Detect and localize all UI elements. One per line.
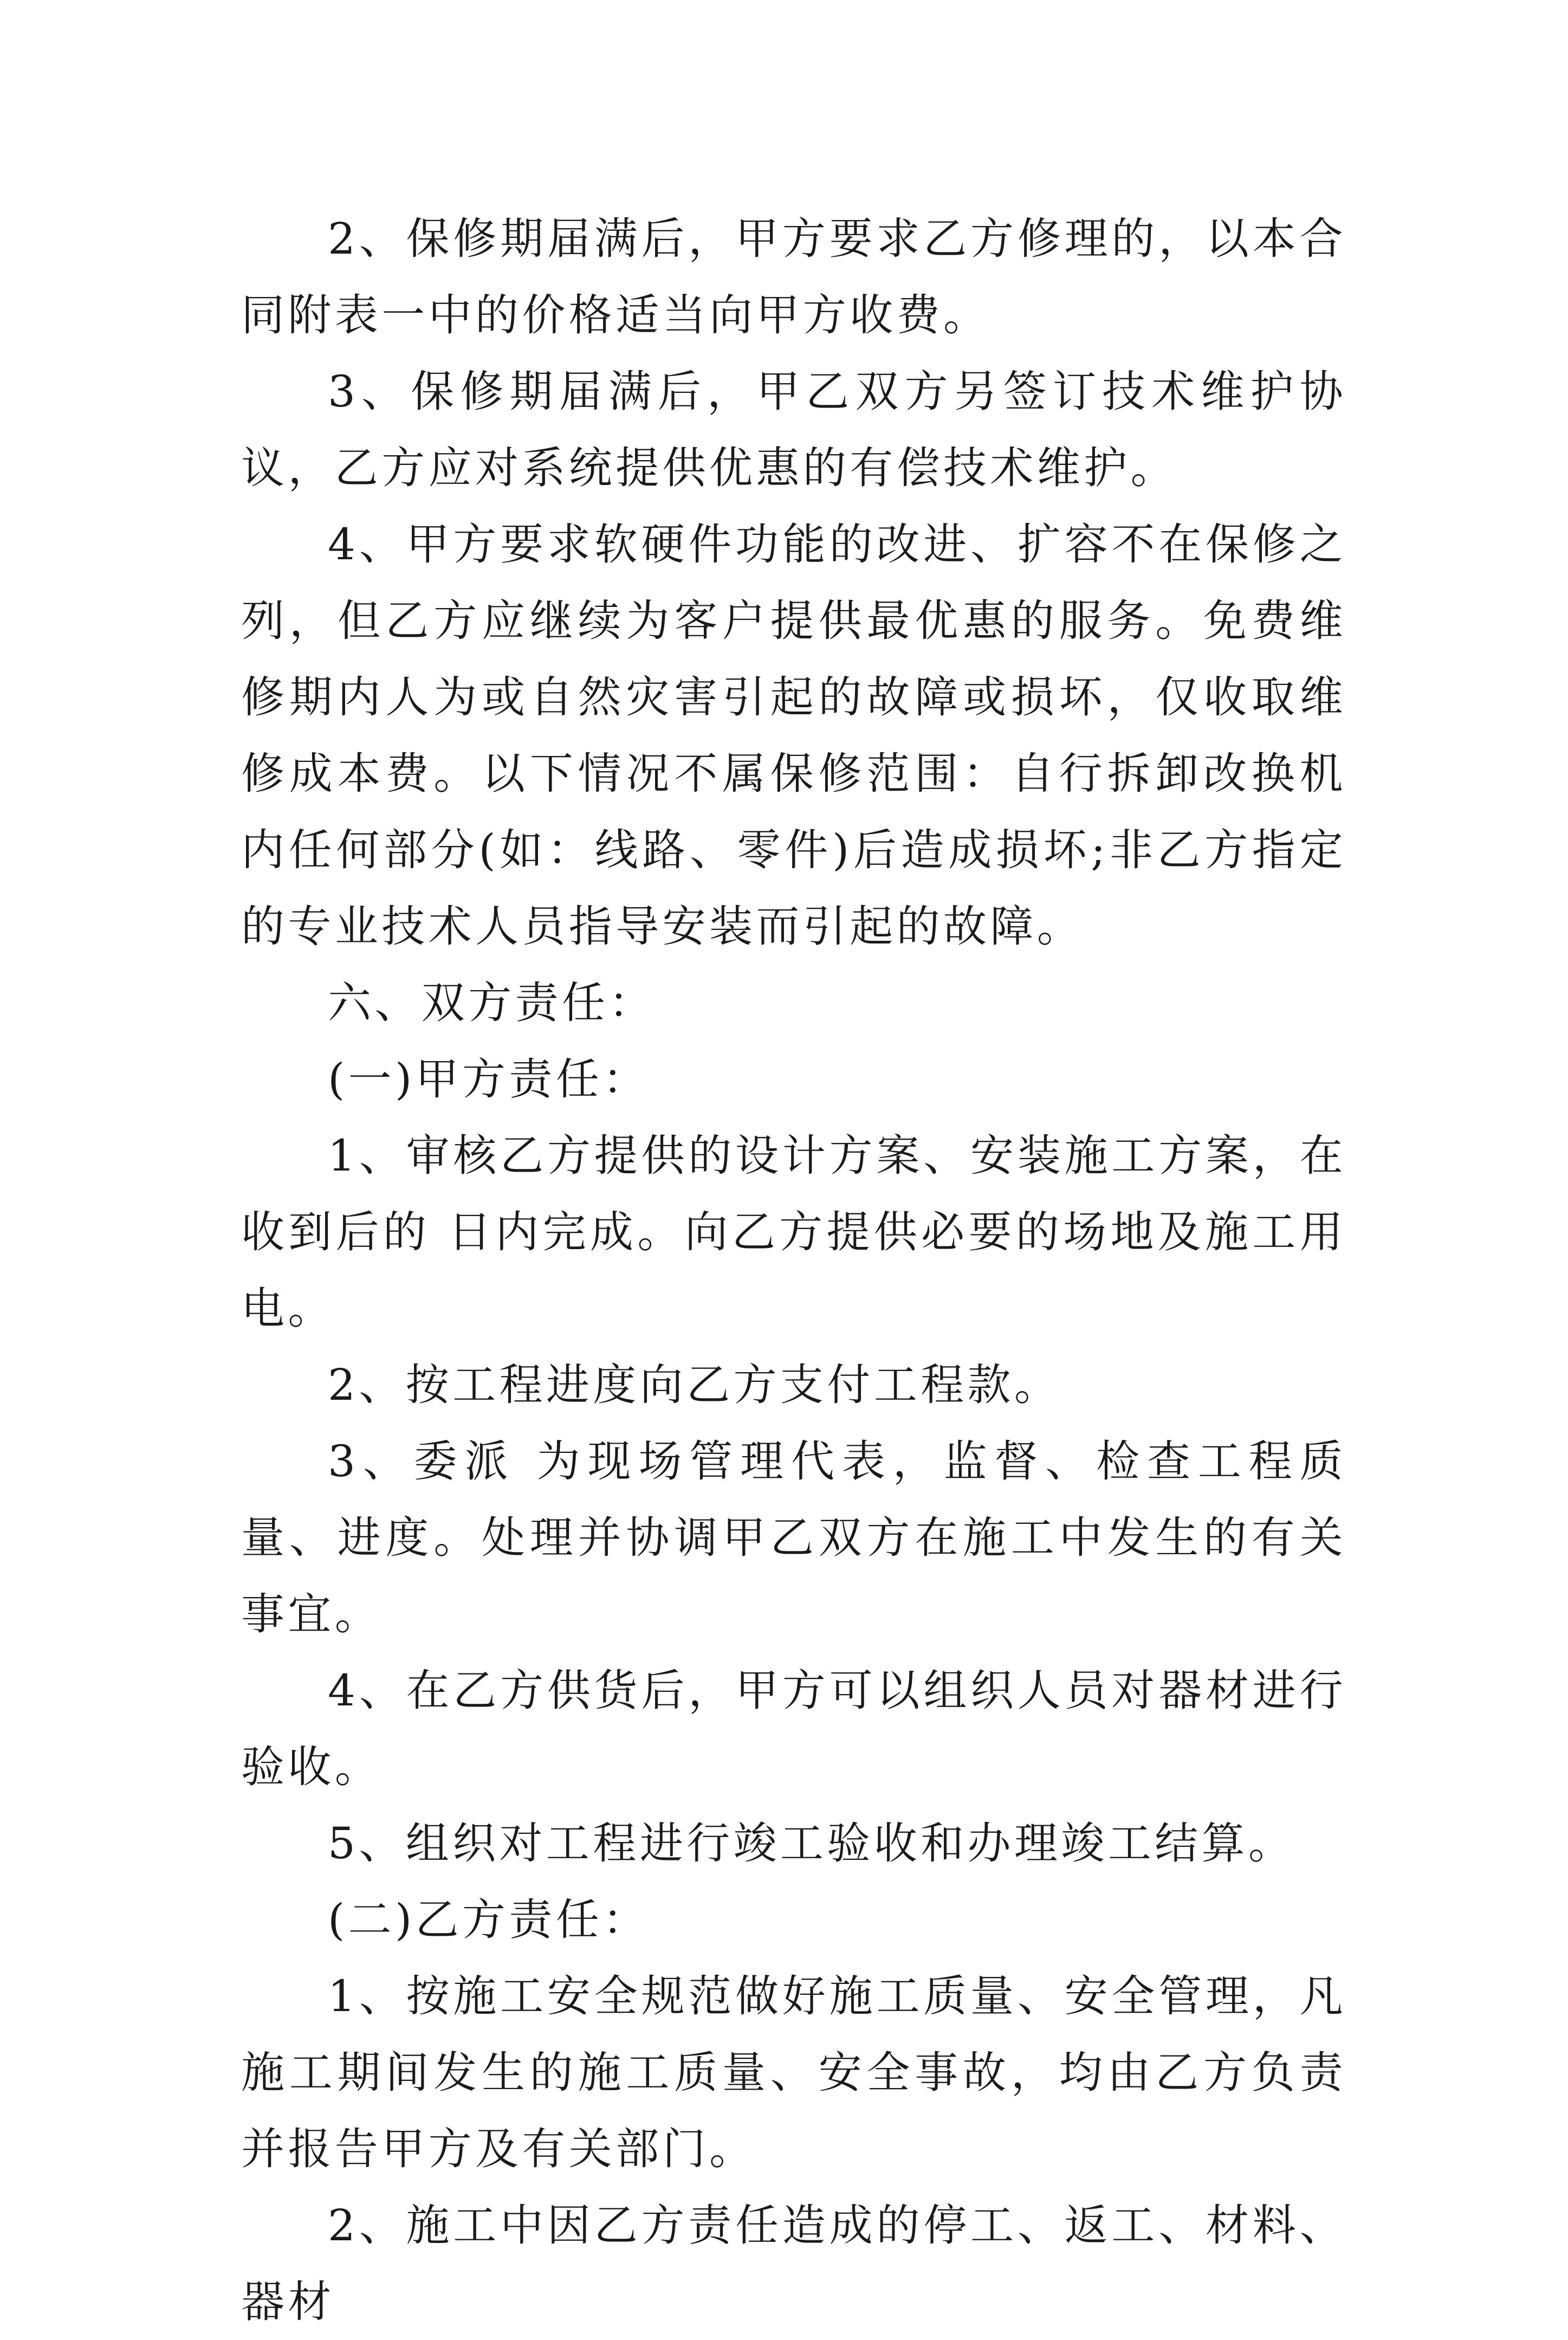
paragraph-warranty-3: 3、保修期届满后，甲乙双方另签订技术维护协议，乙方应对系统提供优惠的有偿技术维护。 <box>241 366 1346 493</box>
subheading-party-a: (一)甲方责任： <box>328 1054 650 1104</box>
paragraph-party-a-4: 4、在乙方供货后，甲方可以组织人员对器材进行验收。 <box>241 1665 1346 1792</box>
paragraph-party-a-5: 5、组织对工程进行竣工验收和办理竣工结算。 <box>328 1818 1295 1869</box>
paragraph-party-a-3: 3、委派 为现场管理代表，监督、检查工程质量、进度。处理并协调甲乙双方在施工中发生的有关事宜。 <box>241 1436 1346 1639</box>
paragraph-party-b-2: 2、施工中因乙方责任造成的停工、返工、材料、器材 <box>241 2200 1346 2327</box>
paragraph-party-a-2: 2、按工程进度向乙方支付工程款。 <box>328 1360 1061 1410</box>
subheading-party-b: (二)乙方责任： <box>328 1895 650 1945</box>
paragraph-party-b-1: 1、按施工安全规范做好施工质量、安全管理，凡施工期间发生的施工质量、安全事故，均由乙方负责并报告甲方及有关部门。 <box>241 1971 1346 2174</box>
document-body <box>241 201 1346 2340</box>
section-heading-responsibilities: 六、双方责任： <box>328 978 656 1028</box>
paragraph-warranty-4: 4、甲方要求软硬件功能的改进、扩容不在保修之列，但乙方应继续为客户提供最优惠的服务。免费维修期内人为或自然灾害引起的故障或损坏，仅收取维修成本费。以下情况不属保修范围：自行拆卸改换机内任何部分(如：线路、零件)后造成损坏;非乙方指定的专业技术人员指导安装而引起的故障。 <box>241 519 1346 952</box>
paragraph-party-a-1: 1、审核乙方提供的设计方案、安装施工方案，在收到后的 日内完成。向乙方提供必要的场地及施工用电。 <box>241 1130 1346 1334</box>
paragraph-warranty-2: 2、保修期届满后，甲方要求乙方修理的，以本合同附表一中的价格适当向甲方收费。 <box>241 214 1346 340</box>
